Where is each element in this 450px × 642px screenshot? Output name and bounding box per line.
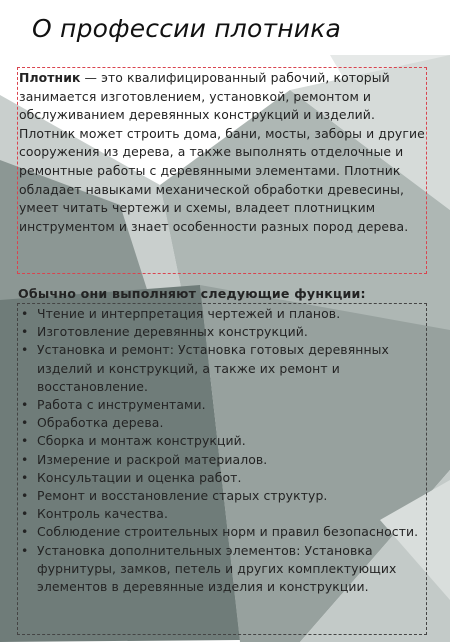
intro-term: Плотник xyxy=(19,70,81,85)
list-item xyxy=(19,505,429,523)
bullet-icon: • xyxy=(21,451,29,467)
bullet-icon: • xyxy=(21,415,29,431)
bullet-icon: • xyxy=(21,488,29,504)
list-item-text: Соблюдение строительных норм и правил безопасности. xyxy=(37,524,419,540)
bullet-icon: • xyxy=(21,324,29,340)
bullet-icon: • xyxy=(21,542,29,558)
bullet-icon: • xyxy=(21,506,29,522)
page-title: О профессии плотника xyxy=(32,14,342,43)
bullet-icon: • xyxy=(21,433,29,449)
list-item xyxy=(19,341,429,396)
list-item xyxy=(19,305,429,323)
list-item-text: Контроль качества. xyxy=(37,506,168,522)
bullet-icon: • xyxy=(21,524,29,540)
list-item xyxy=(19,469,429,487)
list-item xyxy=(19,323,429,341)
list-item-text: Установка дополнительных элементов: Установка фурнитуры, замков, петель и других комплектующих элементов в деревянные изделия и конструкции. xyxy=(37,542,397,595)
list-item-text: Чтение и интерпретация чертежей и планов. xyxy=(37,306,341,321)
list-item-text: Измерение и раскрой материалов. xyxy=(37,451,268,467)
list-item-text: Сборка и монтаж конструкций. xyxy=(37,433,246,449)
list-item xyxy=(19,487,429,505)
list-item-text: Изготовление деревянных конструкций. xyxy=(37,324,308,340)
list-item-text: Консультации и оценка работ. xyxy=(37,469,242,485)
list-item xyxy=(19,451,429,469)
bullet-icon: • xyxy=(21,342,29,358)
functions-list xyxy=(19,305,429,596)
list-item-text: Работа с инструментами. xyxy=(37,397,206,413)
intro-paragraph xyxy=(19,69,429,236)
list-item xyxy=(19,523,429,541)
list-item xyxy=(19,432,429,450)
list-item xyxy=(19,414,429,432)
list-item-text: Обработка дерева. xyxy=(37,415,164,431)
intro-description: — это квалифицированный рабочий, который занимается изготовлением, установкой, ремонтом и обслуживанием деревянных конструкций и изделий. Плотник может строить дома, бани, мосты, заборы и другие сооружения из дерева, а также выполнять отделочные и ремонтные работы с деревянными элементами. Плотник обладает навыками механической обработки древесины, умеет читать чертежи и схемы, владеет плотницким инструментом и знает особенности разных пород дерева. xyxy=(19,70,425,234)
list-item-text: Ремонт и восстановление старых структур. xyxy=(37,488,328,504)
list-item-text: Установка и ремонт: Установка готовых деревянных изделий и конструкций, а также их ремонт и восстановление. xyxy=(37,342,389,394)
bullet-icon: • xyxy=(21,397,29,413)
bullet-icon: • xyxy=(21,306,29,321)
bullet-icon: • xyxy=(21,469,29,485)
functions-heading: Обычно они выполняют следующие функции: xyxy=(18,286,366,301)
list-item xyxy=(19,542,429,597)
list-item xyxy=(19,396,429,414)
